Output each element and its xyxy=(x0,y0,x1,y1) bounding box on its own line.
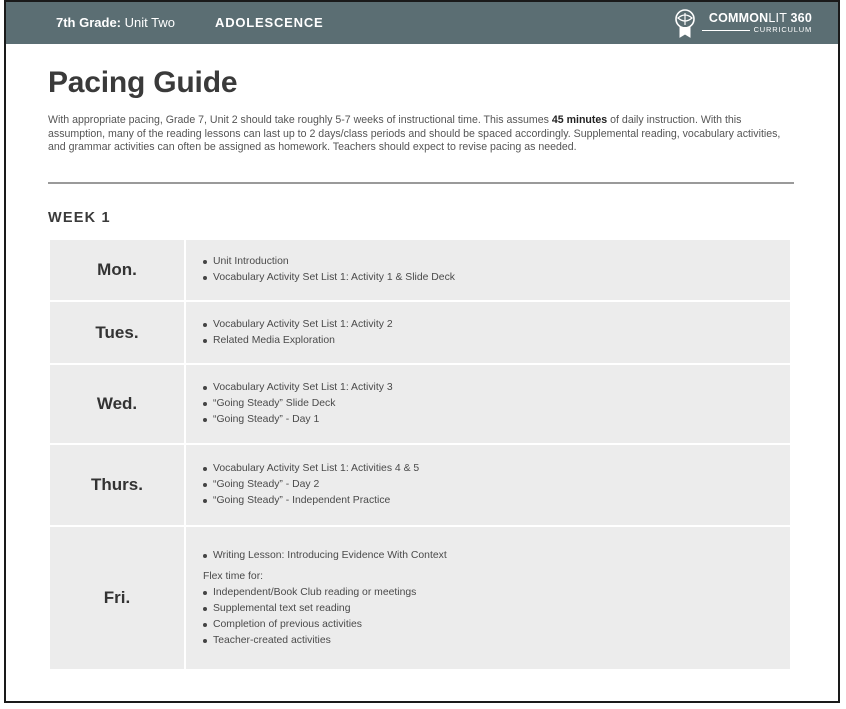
grade-label: 7th Grade: xyxy=(56,15,122,30)
unit-label xyxy=(56,2,175,44)
list-item: “Going Steady” - Independent Practice xyxy=(203,493,790,509)
list-item: “Going Steady” - Day 2 xyxy=(203,477,790,493)
day-label: Mon. xyxy=(50,240,186,300)
list-item: Vocabulary Activity Set List 1: Activity 1 & Slide Deck xyxy=(203,270,790,286)
list-item: Vocabulary Activity Set List 1: Activity 2 xyxy=(203,317,790,333)
intro-text-2: of daily instruction. With this assumption, many of the reading lessons can last up to 2 days/class periods and should be spaced accordingly. Supplemental reading, vocabulary activities, and grammar activities can often be assigned as homework. Teachers should expect to revise pacing as needed. xyxy=(48,114,781,154)
flex-time-note: Flex time for: xyxy=(203,570,264,582)
list-item: “Going Steady” - Day 1 xyxy=(203,412,790,428)
list-item: Vocabulary Activity Set List 1: Activities 4 & 5 xyxy=(203,461,790,477)
logo-common: COMMON xyxy=(708,11,769,25)
unit-number: Unit Two xyxy=(124,15,175,30)
task-list xyxy=(186,527,790,669)
list-item: Related Media Exploration xyxy=(203,333,790,349)
intro-paragraph xyxy=(48,114,800,155)
logo-360: 360 xyxy=(790,11,812,25)
pacing-table xyxy=(50,240,790,671)
logo-wordmark xyxy=(702,11,812,35)
logo-lit: LIT xyxy=(768,11,787,25)
task-list xyxy=(186,445,790,525)
day-label: Thurs. xyxy=(50,445,186,525)
section-divider xyxy=(48,182,794,184)
logo-rule xyxy=(702,30,750,31)
day-label: Tues. xyxy=(50,302,186,363)
list-item: Completion of previous activities xyxy=(203,617,790,633)
intro-text-1: With appropriate pacing, Grade 7, Unit 2 should take roughly 5-7 weeks of instructional time. This assumes xyxy=(48,114,552,126)
table-row xyxy=(50,240,790,300)
week-heading: WEEK 1 xyxy=(48,210,111,226)
table-row xyxy=(50,527,790,669)
list-item: “Going Steady” Slide Deck xyxy=(203,396,790,412)
day-label: Fri. xyxy=(50,527,186,669)
unit-banner xyxy=(6,2,838,44)
commonlit-logo xyxy=(672,6,812,40)
list-item: Supplemental text set reading xyxy=(203,601,790,617)
list-item: Teacher-created activities xyxy=(203,633,790,649)
commonlit-logo-icon xyxy=(672,8,698,38)
table-row xyxy=(50,365,790,443)
list-item: Independent/Book Club reading or meetings xyxy=(203,585,790,601)
list-item: Vocabulary Activity Set List 1: Activity 3 xyxy=(203,380,790,396)
day-label: Wed. xyxy=(50,365,186,443)
task-list xyxy=(186,365,790,443)
list-item: Writing Lesson: Introducing Evidence With Context xyxy=(203,548,790,564)
table-row xyxy=(50,445,790,525)
logo-curriculum: CURRICULUM xyxy=(753,25,812,34)
document-page xyxy=(4,0,840,703)
intro-emphasis: 45 minutes xyxy=(551,114,608,126)
task-list xyxy=(186,240,790,300)
unit-title: ADOLESCENCE xyxy=(215,15,324,30)
page-title: Pacing Guide xyxy=(48,66,238,99)
table-row xyxy=(50,302,790,363)
task-list xyxy=(186,302,790,363)
list-item: Unit Introduction xyxy=(203,254,790,270)
